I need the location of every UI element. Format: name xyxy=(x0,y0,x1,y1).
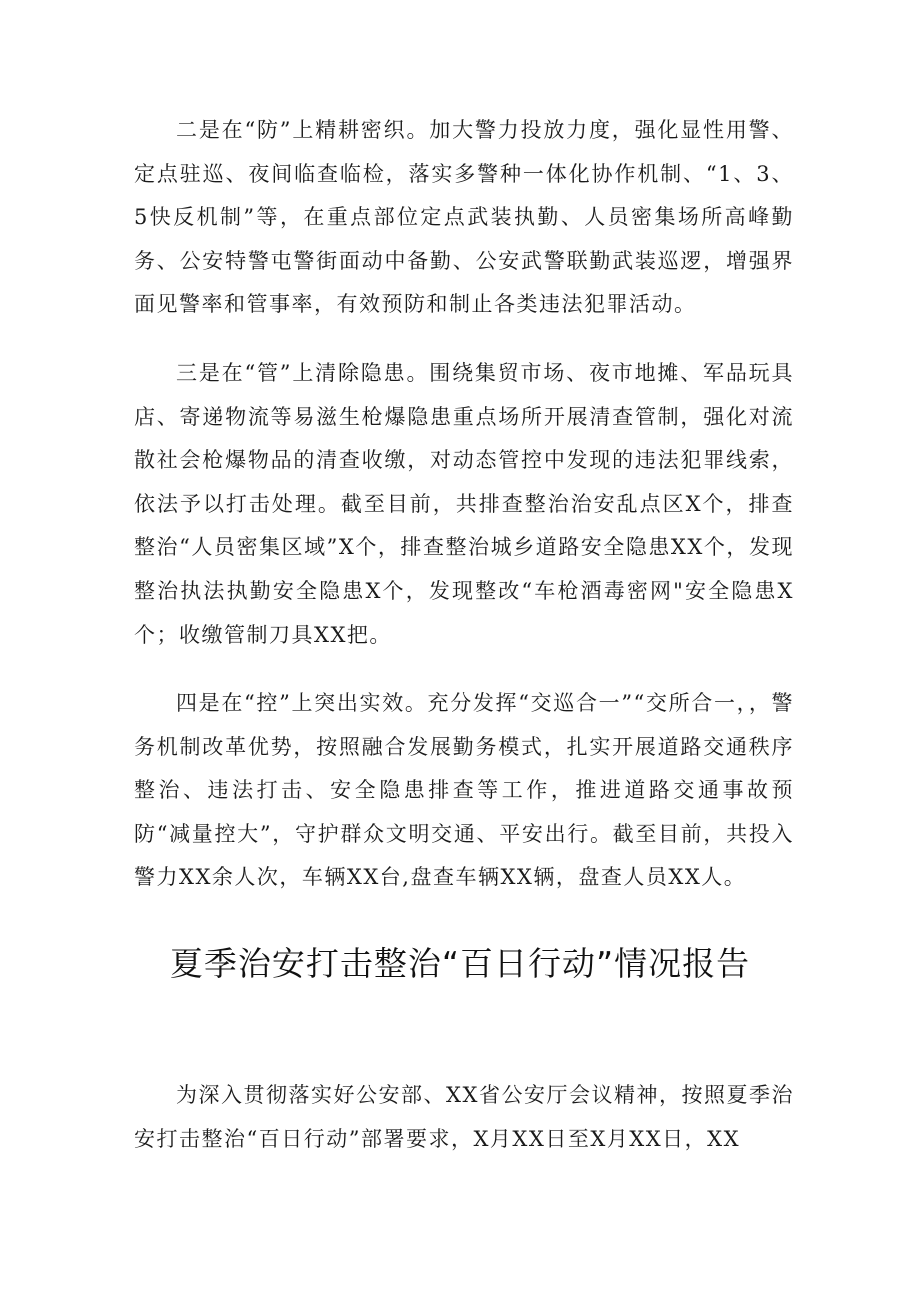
paragraph-control: 四是在“控”上突出实效。充分发挥“交巡合一”“交所合一，，警务机制改革优势，按照融合发展勤务模式，扎实开展道路交通秩序整治、违法打击、安全隐患排查等工作，推进道路交通事故预防“减量控大”，守护群众文明交通、平安出行。截至目前，共投入警力XX余人次，车辆XX台,盘查车辆XX辆，盘查人员XX人。 xyxy=(134,691,794,890)
report-title: 夏季治安打击整治“百日行动”情况报告 xyxy=(169,944,751,983)
paragraph-prevention: 二是在“防”上精耕密织。加大警力投放力度，强化显性用警、定点驻巡、夜间临查临检，落实多警种一体化协作机制、“1、3、5快反机制”等，在重点部位定点武装执勤、人员密集场所高峰勤务、公安特警屯警街面动中备勤、公安武警联勤武装巡逻，增强界面见警率和管事率，有效预防和制止各类违法犯罪活动。 xyxy=(134,118,794,317)
paragraph-management: 三是在“管”上清除隐患。围绕集贸市场、夜市地摊、军品玩具店、寄递物流等易滋生枪爆隐患重点场所开展清查管制，强化对流散社会枪爆物品的清查收缴，对动态管控中发现的违法犯罪线索，依法予以打击处理。截至目前，共排查整治治安乱点区X个，排查整治“人员密集区域”X个，排查整治城乡道路安全隐患XX个，发现整治执法执勤安全隐患X个，发现整改“车枪酒毒密网"安全隐患X个；收缴管制刀具XX把。 xyxy=(134,361,794,647)
paragraph-intro: 为深入贯彻落实好公安部、XX省公安厅会议精神，按照夏季治安打击整治“百日行动”部署要求，X月XX日至X月XX日，XX xyxy=(134,1083,794,1151)
